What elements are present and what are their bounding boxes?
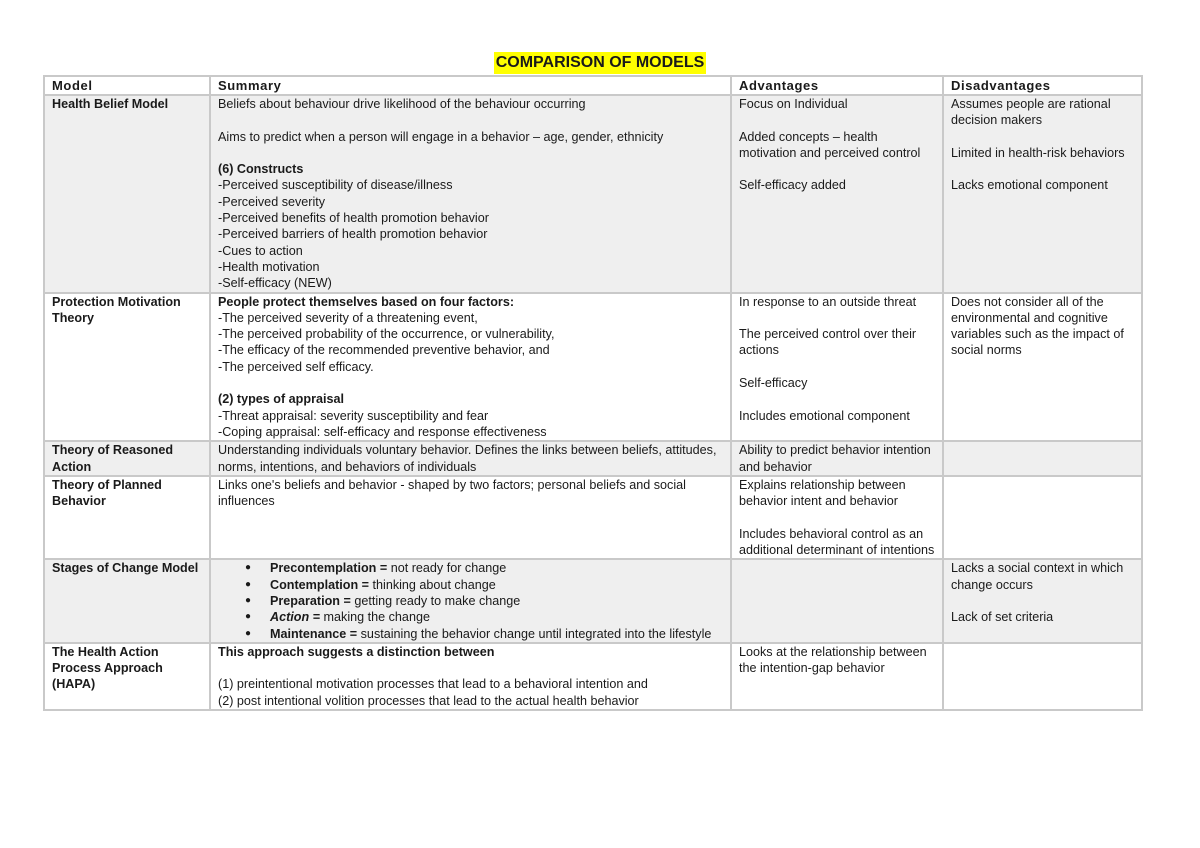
- disadvantages-cell: [943, 293, 1142, 442]
- advantages-cell: [731, 293, 943, 442]
- construct-item: -Health motivation: [218, 259, 320, 274]
- stage-term: Contemplation =: [270, 577, 370, 592]
- summary-cell: [210, 559, 731, 642]
- stages-list: [218, 560, 724, 641]
- table-row-stages-of-change-model: [44, 559, 1142, 642]
- stage-term: Precontemplation =: [270, 561, 388, 576]
- table-row-theory-of-planned-behavior: [44, 476, 1142, 559]
- header-model: Model: [44, 76, 210, 95]
- model-name: Theory of Reasoned Action: [44, 441, 210, 476]
- disadvantage-item: Assumes people are rational decision makers: [951, 97, 1115, 128]
- summary-heading: This approach suggests a distinction between: [218, 644, 495, 659]
- advantage-item: Explains relationship between behavior intent and behavior: [739, 477, 910, 509]
- disadvantage-item: Lacks a social context in which change occurs: [951, 561, 1127, 592]
- construct-item: -Self-efficacy (NEW): [218, 276, 332, 291]
- page-title: COMPARISON OF MODELS: [494, 52, 707, 74]
- model-name: Health Belief Model: [44, 95, 210, 293]
- disadvantage-item: Lacks emotional component: [951, 178, 1108, 193]
- advantages-cell: [731, 95, 943, 293]
- construct-item: -Perceived susceptibility of disease/illness: [218, 178, 453, 193]
- header-advantages: Advantages: [731, 76, 943, 95]
- advantages-cell: [731, 476, 943, 559]
- advantage-item: Includes emotional component: [739, 408, 910, 423]
- factor-item: -The efficacy of the recommended preventive behavior, and: [218, 343, 550, 358]
- model-name: The Health Action Process Approach (HAPA): [44, 643, 210, 710]
- advantage-item: Focus on Individual: [739, 97, 848, 111]
- stage-term: Action =: [270, 610, 321, 625]
- disadvantages-cell: [943, 643, 1142, 710]
- list-item: [270, 560, 724, 576]
- summary-line: Aims to predict when a person will engage in a behavior – age, gender, ethnicity: [218, 129, 664, 144]
- table-row-protection-motivation-theory: [44, 293, 1142, 442]
- header-summary: Summary: [210, 76, 731, 95]
- disadvantage-item: Limited in health-risk behaviors: [951, 145, 1125, 160]
- model-name: Theory of Planned Behavior: [44, 476, 210, 559]
- stage-desc: making the change: [320, 610, 430, 625]
- advantage-item: The perceived control over their actions: [739, 327, 920, 358]
- list-item: [270, 577, 724, 593]
- comparison-table: [43, 75, 1143, 711]
- list-item: [270, 626, 724, 642]
- stage-desc: sustaining the behavior change until integrated into the lifestyle: [357, 626, 712, 641]
- list-item: [270, 609, 724, 625]
- advantages-cell: Ability to predict behavior intention and behavior: [731, 441, 943, 476]
- factor-item: -The perceived probability of the occurrence, or vulnerability,: [218, 327, 555, 342]
- summary-heading: (2) types of appraisal: [218, 392, 344, 407]
- summary-cell: [210, 643, 731, 710]
- advantages-cell: [731, 559, 943, 642]
- disadvantages-cell: [943, 559, 1142, 642]
- title-wrap: [0, 52, 1200, 74]
- stage-term: Maintenance =: [270, 626, 358, 641]
- stage-desc: not ready for change: [387, 561, 507, 576]
- table-row-hapa: [44, 643, 1142, 710]
- table-row-theory-of-reasoned-action: [44, 441, 1142, 476]
- construct-item: -Perceived severity: [218, 194, 326, 209]
- advantage-item: Includes behavioral control as an additional determinant of intentions: [739, 526, 935, 558]
- summary-line: Beliefs about behaviour drive likelihood of the behaviour occurring: [218, 97, 586, 111]
- appraisal-item: -Threat appraisal: severity susceptibility and fear: [218, 408, 489, 423]
- summary-heading: People protect themselves based on four factors:: [218, 294, 515, 309]
- model-name: Stages of Change Model: [44, 559, 210, 642]
- appraisal-item: -Coping appraisal: self-efficacy and response effectiveness: [218, 424, 547, 439]
- summary-line: (2) post intentional volition processes that lead to the actual health behavior: [218, 693, 639, 708]
- header-disadvantages: Disadvantages: [943, 76, 1142, 95]
- advantages-cell: Looks at the relationship between the intention-gap behavior: [731, 643, 943, 710]
- construct-item: -Cues to action: [218, 243, 303, 258]
- advantage-item: Self-efficacy: [739, 376, 808, 391]
- summary-heading: (6) Constructs: [218, 162, 304, 177]
- table-header-row: [44, 76, 1142, 95]
- stage-desc: getting ready to make change: [350, 593, 521, 608]
- table-row-health-belief-model: [44, 95, 1142, 293]
- disadvantage-item: Lack of set criteria: [951, 610, 1054, 625]
- summary-cell: Understanding individuals voluntary behavior. Defines the links between beliefs, attitudes, norms, intentions, and behaviors of individuals: [210, 441, 731, 476]
- stage-desc: thinking about change: [369, 577, 496, 592]
- summary-cell: [210, 293, 731, 442]
- summary-cell: Links one's beliefs and behavior - shaped by two factors; personal beliefs and social influences: [210, 476, 731, 559]
- disadvantages-cell: [943, 476, 1142, 559]
- disadvantage-item: Does not consider all of the environmental and cognitive variables such as the impact of social norms: [951, 294, 1128, 358]
- summary-cell: [210, 95, 731, 293]
- stage-term: Preparation =: [270, 593, 351, 608]
- advantage-item: Added concepts – health motivation and perceived control: [739, 129, 921, 160]
- construct-item: -Perceived benefits of health promotion behavior: [218, 211, 489, 226]
- advantage-item: In response to an outside threat: [739, 294, 917, 309]
- advantage-item: Self-efficacy added: [739, 178, 846, 193]
- disadvantages-cell: [943, 95, 1142, 293]
- factor-item: -The perceived severity of a threatening event,: [218, 310, 478, 325]
- summary-line: (1) preintentional motivation processes that lead to a behavioral intention and: [218, 677, 648, 692]
- model-name: Protection Motivation Theory: [44, 293, 210, 442]
- disadvantages-cell: [943, 441, 1142, 476]
- factor-item: -The perceived self efficacy.: [218, 359, 374, 374]
- list-item: [270, 593, 724, 609]
- construct-item: -Perceived barriers of health promotion behavior: [218, 227, 488, 242]
